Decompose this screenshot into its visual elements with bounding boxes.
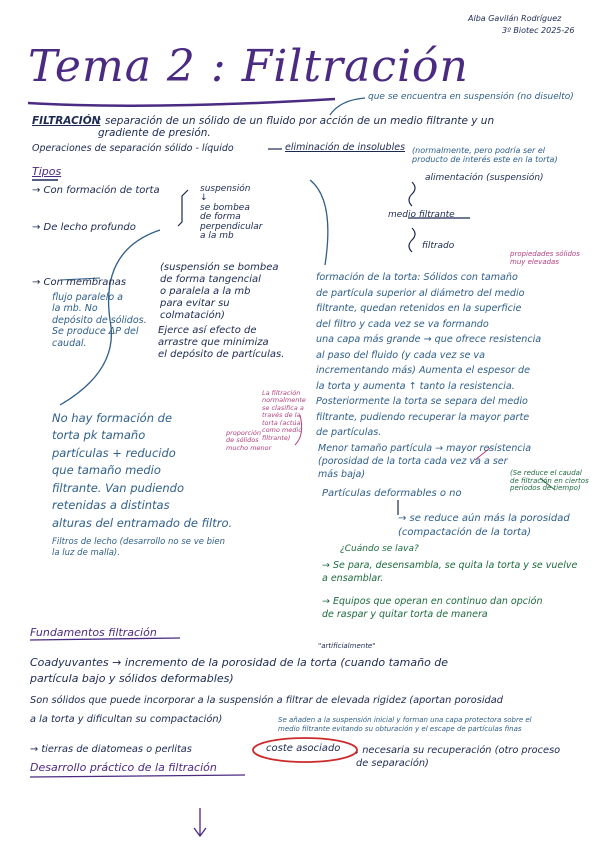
tipos-heading: Tipos: [32, 165, 62, 178]
operations-note: (normalmente, pero podría ser el producto de interés este en la torta): [412, 146, 558, 165]
page-title: Tema 2 : Filtración: [28, 41, 469, 92]
reduce-porosidad: → se reduce aún más la porosidad (compactación de la torta): [398, 513, 570, 538]
alimentacion-label: alimentación (suspensión): [425, 173, 544, 183]
operations-insolubles: eliminación de insolubles: [285, 142, 406, 153]
tamano-note: Menor tamaño partícula → mayor resistencia (porosidad de la torta cada vez va a ser más baja): [318, 443, 532, 480]
equipos-continuo: → Equipos que operan en continuo dan opción de raspar y quitar torta de manera: [322, 596, 543, 620]
course-label: 3º Biotec 2025-26: [502, 26, 575, 35]
necesaria-text: , necesaria su recuperación (otro proceso de separación): [356, 745, 561, 770]
tipo-torta: → Con formación de torta: [32, 185, 160, 196]
cuando-lava: ¿Cuándo se lava?: [340, 544, 419, 554]
tipo-lecho: → De lecho profundo: [32, 222, 136, 233]
operations-label: Operaciones de separación sólido - líquido: [32, 143, 234, 154]
author-name: Alba Gavilán Rodríguez: [468, 14, 562, 23]
pink-note-solidos: propiedades sólidos muy elevadas: [510, 250, 580, 267]
solidos-text: Son sólidos que puede incorporar a la suspensión a filtrar de elevada rigidez (aportan porosidad a la torta y dificultan su compactación): [30, 695, 503, 725]
desarrollo-heading: Desarrollo práctico de la filtración: [30, 761, 217, 774]
definition-term: FILTRACIÓN: [32, 115, 101, 127]
pink-note-filtracion: La filtración normalmente se clasifica a través de la torta (actúa como medio filtrante): [262, 389, 306, 442]
artificial-note: "artificialmente": [318, 642, 376, 650]
tierras-text: → tierras de diatomeas o perlitas: [30, 744, 192, 755]
tipo-membranas: → Con membranas: [32, 277, 127, 288]
definition-text: : separación de un sólido de un fluido por acción de un medio filtrante y un gradiente de presión.: [98, 115, 495, 140]
pink-note-proporcion: proporción de sólidos mucho menor: [226, 429, 272, 452]
filtrado-label: filtrado: [422, 241, 455, 251]
fundamentos-heading: Fundamentos filtración: [30, 626, 157, 639]
para-desensambla: → Se para, desensambla, se quita la torta y se vuelve a ensamblar.: [322, 560, 578, 584]
anaden-note: Se añaden a la suspensión inicial y forman una capa protectora sobre el medio filtrante evitando su obturación y el escape de partículas finas: [278, 716, 532, 734]
torta-paragraph: formación de la torta: Sólidos con tamaño de partícula superior al diámetro del medio filtrante, quedan retenidos en la superficie del filtro y cada vez se va formando una capa más grande → que ofrece resistencia al paso del fluido (y cada vez se va incrementando más) Aumenta el espesor de la torta y aumenta ↑ tanto la resistencia. Posteriormente la torta se separa del medio filtrante, pudiendo recuperar la mayor parte de partículas.: [316, 272, 542, 439]
suspension-box: suspensión ↓ se bombea de forma perpendicular a la mb: [200, 184, 263, 242]
coste-asociado: coste asociado: [266, 743, 341, 754]
no-torta-paragraph: No hay formación de torta pk tamaño partículas + reducido que tamaño medio filtrante. Van pudiendo retenidas a distintas alturas del entramado de filtro.: [52, 411, 233, 530]
membranas-detail: flujo paralelo a la mb. No depósito de sólidos. Se produce ΔP del caudal.: [52, 292, 147, 349]
caudal-note: (Se reduce el caudal de filtración en ciertos periodos de tiempo): [510, 469, 589, 493]
coadyuvantes-text: Coadyuvantes → incremento de la porosidad de la torta (cuando tamaño de partícula bajo y sólidos deformables): [30, 656, 449, 685]
filtros-lecho-note: Filtros de lecho (desarrollo no se ve bien la luz de malla).: [52, 537, 226, 559]
arrastre-note: Ejerce así efecto de arrastre que minimiza el depósito de partículas.: [158, 325, 285, 360]
medio-filtrante-label: medio filtrante: [388, 210, 455, 220]
particulas-note: Partículas deformables o no: [322, 488, 462, 499]
suspension-note: que se encuentra en suspensión (no disuelto): [368, 92, 574, 102]
tangencial-note: (suspensión se bombea de forma tangencial o paralela a la mb para evitar su colmatación): [160, 262, 279, 321]
